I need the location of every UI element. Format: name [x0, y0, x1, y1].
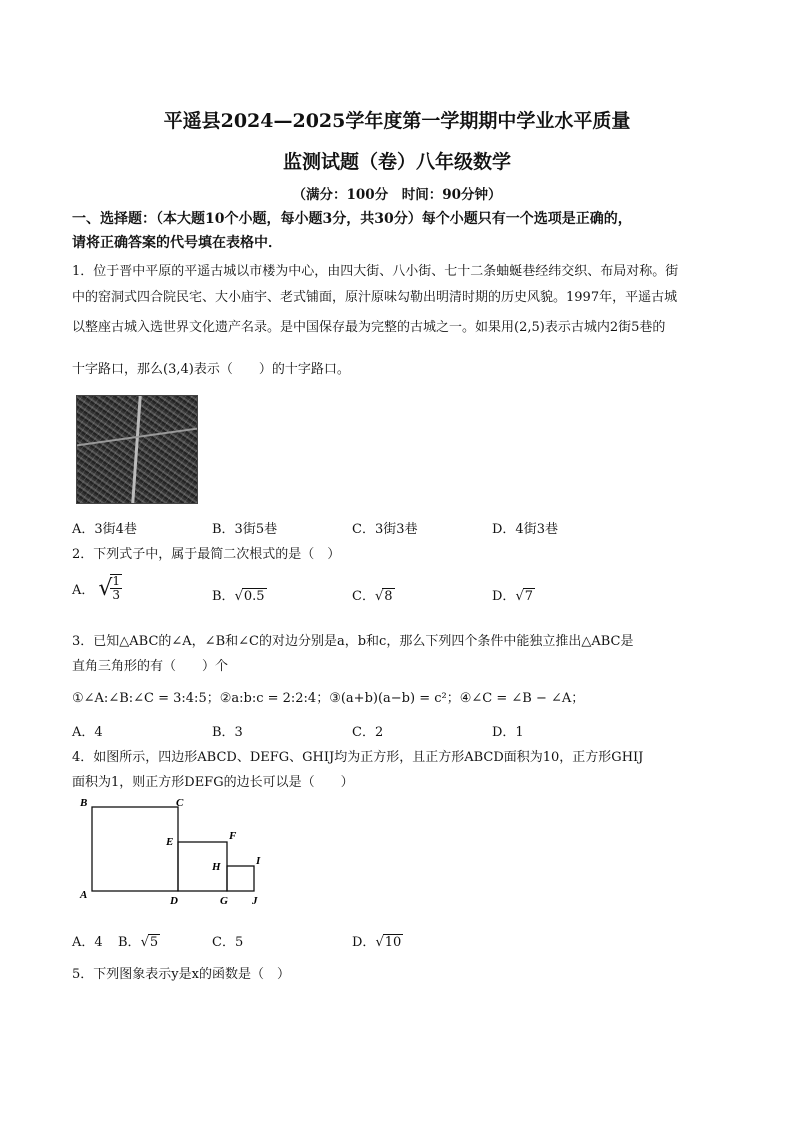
square-abcd — [92, 807, 178, 891]
q1-option-b: B．3街5巷 — [212, 522, 278, 537]
q2-option-c-radicand: 8 — [384, 589, 393, 604]
q4-squares-figure — [70, 792, 270, 912]
q3-option-b: B．3 — [212, 725, 243, 740]
q2-option-c — [352, 585, 395, 604]
q2-stem: 2．下列式子中，属于最简二次根式的是（ ） — [72, 547, 341, 562]
label-d: D — [170, 895, 178, 907]
label-e: E — [166, 836, 174, 848]
sqrt-icon: √ — [374, 589, 384, 604]
q3-line1: 3．已知△ABC的∠A，∠B和∠C的对边分别是a，b和c，那么下列四个条件中能独立推出△ABC是 — [72, 634, 634, 649]
q2-option-b-label: B． — [212, 589, 235, 604]
q2-option-d-label: D． — [492, 589, 516, 604]
q2-option-a-label: A． — [72, 582, 95, 598]
label-b: B — [80, 797, 88, 809]
q2-option-a-denominator: 3 — [112, 588, 121, 602]
q4-option-c: C．5 — [212, 935, 244, 950]
q2-option-b — [212, 585, 267, 604]
q1-option-d: D．4街3巷 — [492, 522, 558, 537]
q3-option-a: A．4 — [72, 725, 103, 740]
q1-line4: 十字路口，那么(3,4)表示（ ）的十字路口。 — [72, 362, 350, 377]
q4-option-d-label: D． — [352, 935, 376, 950]
label-f: F — [229, 830, 237, 842]
square-ghij — [227, 866, 254, 891]
q1-option-a: A．3街4巷 — [72, 522, 137, 537]
q1-line2: 中的窑洞式四合院民宅、大小庙宇、老式铺面，原汁原味勾勒出明清时期的历史风貌。1997年，平遥古城 — [72, 290, 678, 305]
q4-option-b-label: B． — [118, 935, 141, 950]
q2-option-b-radicand: 0.5 — [243, 589, 265, 604]
q5-stem: 5．下列图象表示y是x的函数是（ ） — [72, 967, 290, 982]
q3-line2: 直角三角形的有（ ）个 — [72, 659, 229, 674]
q2-option-a-numerator: 1 — [112, 574, 121, 588]
section1-heading-line1: 一、选择题：（本大题10个小题，每小题3分，共30分）每个小题只有一个选项是正确的， — [72, 211, 632, 227]
exam-title-line2: 监测试题（卷）八年级数学 — [282, 151, 511, 173]
sqrt-icon: √ — [98, 575, 113, 601]
sqrt-icon: √ — [234, 589, 243, 604]
q4-option-b-radicand: 5 — [149, 935, 159, 950]
exam-title-line1: 平遥县2024—2025学年度第一学期期中学业水平质量 — [163, 110, 631, 132]
label-i: I — [256, 855, 261, 867]
sqrt-icon: √ — [375, 935, 384, 950]
q3-line3: ①∠A:∠B:∠C = 3:4:5；②a:b:c = 2:2:4；③(a+b)(a−b) = c²；④∠C = ∠B − ∠A； — [72, 691, 585, 706]
q2-option-a — [72, 574, 122, 602]
label-j: J — [252, 895, 258, 907]
label-a: A — [80, 889, 88, 901]
label-c: C — [176, 797, 184, 809]
label-g: G — [220, 895, 228, 907]
q2-option-a-fraction — [110, 574, 122, 602]
sqrt-icon: √ — [515, 589, 524, 604]
pingyao-city-photo — [76, 395, 198, 504]
exam-subtitle: （满分：100分 时间：90分钟） — [292, 187, 502, 203]
sqrt-icon: √ — [140, 935, 149, 950]
q4-option-d — [352, 931, 403, 950]
q1-line1: 1．位于晋中平原的平遥古城以市楼为中心，由四大街、八小街、七十二条蚰蜒巷经纬交织、布局对称。街 — [72, 264, 679, 279]
q4-line1: 4．如图所示，四边形ABCD、DEFG、GHIJ均为正方形，且正方形ABCD面积为10，正方形GHIJ — [72, 750, 644, 765]
q3-option-d: D．1 — [492, 725, 524, 740]
q2-option-d — [492, 585, 535, 604]
label-h: H — [212, 861, 221, 873]
q2-option-c-label: C． — [352, 589, 375, 604]
q2-option-d-radicand: 7 — [524, 589, 534, 604]
q4-line2: 面积为1，则正方形DEFG的边长可以是（ ） — [72, 775, 354, 790]
q3-option-c: C．2 — [352, 725, 384, 740]
q4-option-b — [118, 931, 160, 950]
q4-option-a: A．4 — [72, 935, 103, 950]
q4-option-d-radicand: 10 — [384, 935, 402, 950]
q1-line3: 以整座古城入选世界文化遗产名录。是中国保存最为完整的古城之一。如果用(2,5)表示古城内2街5巷的 — [72, 320, 666, 335]
q1-option-c: C．3街3巷 — [352, 522, 418, 537]
section1-heading-line2: 请将正确答案的代号填在表格中． — [72, 235, 282, 251]
